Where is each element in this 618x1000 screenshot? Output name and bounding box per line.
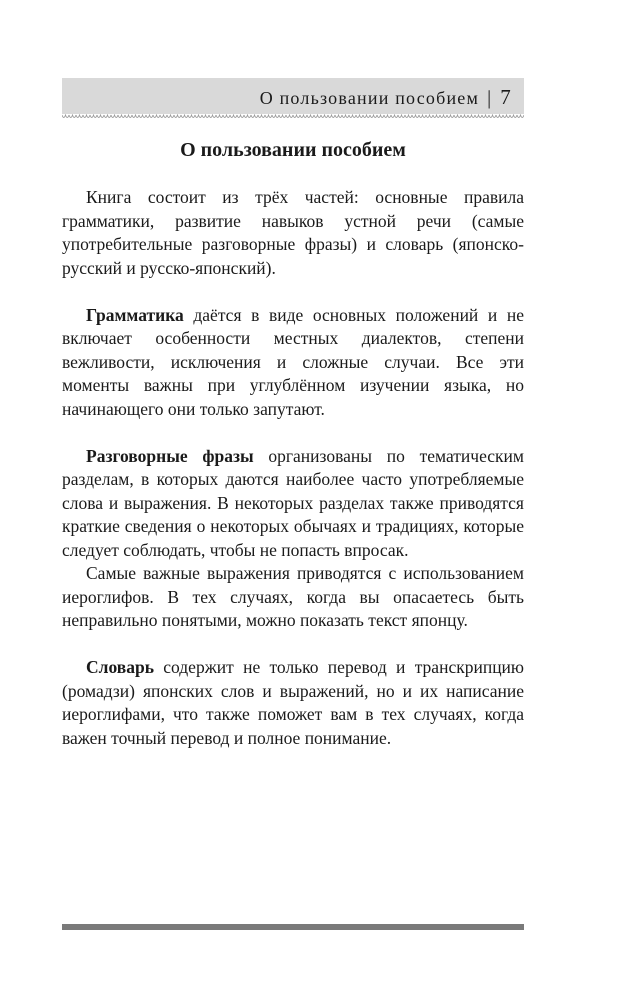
paragraph-text: организованы по тематическим разделам, в которых даются наиболее часто употребляемые слова и выражения. В некоторых разделах также приводятся краткие сведения о некоторых обычаях и традициях, которые следует соблюдать, чтобы не попасть впросак. (62, 445, 524, 560)
paragraph-term: Грамматика (86, 304, 184, 325)
page-title: О пользовании пособием (180, 139, 406, 161)
running-header (62, 78, 524, 114)
body-text (62, 186, 524, 750)
paragraph-text: Самые важные выражения приводятся с использованием иероглифов. В тех случаях, когда вы опасаетесь быть неправильно понятыми, можно показать текст японцу. (62, 563, 524, 630)
header-separator: | (487, 87, 493, 109)
running-header-text (260, 78, 512, 114)
paragraph-term: Разговорные фразы (86, 445, 254, 466)
paragraph-intro (62, 186, 524, 280)
paragraph-term: Словарь (86, 657, 154, 677)
paragraph-hieroglyphs (62, 562, 524, 633)
paragraph-grammar (62, 304, 524, 422)
paragraph-text: даётся в виде основных положений и не включает особенности местных диалектов, степени вежливости, исключения и сложные случаи. Все эти моменты важны при углублённом изучении языка, но начинающего они только запутают. (62, 304, 524, 419)
paragraph-dictionary (62, 656, 524, 750)
footer-rule (62, 924, 524, 930)
paragraph-text: Книга состоит из трёх частей: основные правила грамматики, развитие навыков устной речи (самые употребительные разговорные фразы) и словарь (японско-русский и русско-японский). (62, 187, 524, 278)
paragraph-text: содержит не только перевод и транскрипцию (ромадзи) японских слов и выражений, но и их написание иероглифами, что также поможет вам в тех случаях, когда важен точный перевод и полное понимание. (62, 657, 524, 748)
running-title: О пользовании пособием (259, 88, 480, 108)
header-lace-border (62, 114, 524, 122)
page-number: 7 (500, 85, 512, 109)
paragraph-phrases (62, 445, 524, 563)
